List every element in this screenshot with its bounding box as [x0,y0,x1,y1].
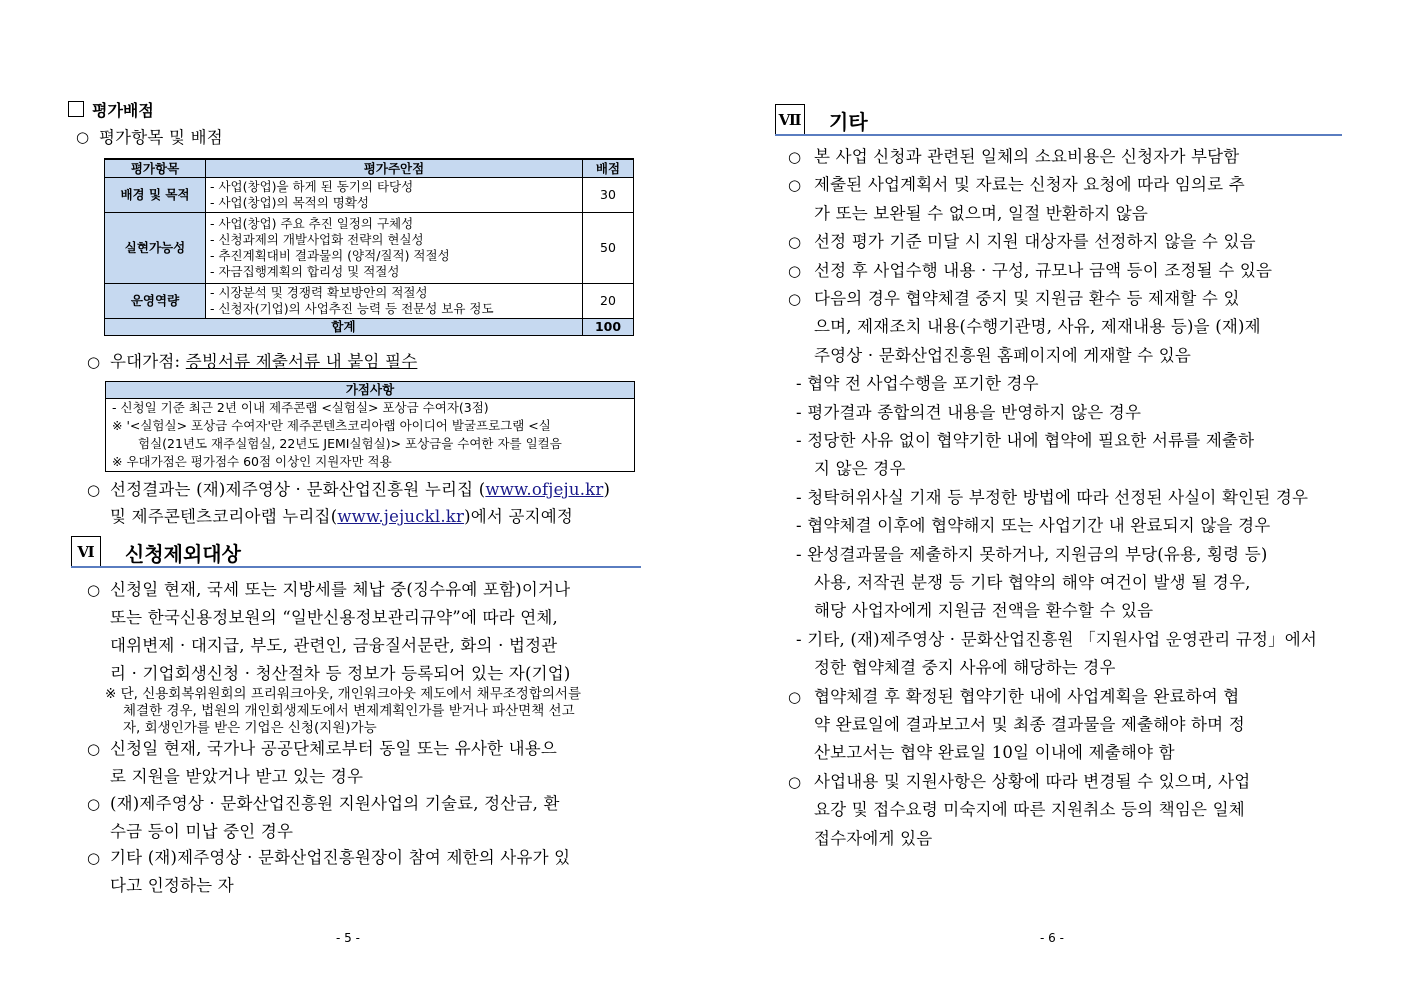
exclusion-line: 수금 등이 미납 중인 경우 [110,822,294,841]
content-line: 정한 협약체결 중지 사유에 해당하는 경우 [814,658,1116,677]
table-total-row [105,319,634,336]
table-criteria [206,284,583,319]
section-divider [71,566,641,568]
content-line: 본 사업 신청과 관련된 일체의 소요비용은 신청자가 부담함 [814,147,1240,166]
content-line: 약 완료일에 결과보고서 및 최종 결과물을 제출해야 하며 정 [814,715,1245,734]
exclusion-line: 로 지원을 받았거나 받고 있는 경우 [110,767,364,786]
circle-bullet-icon: ○ [788,148,802,166]
announce-text: )에서 공지예정 [464,507,573,526]
page-number: - 6 - [1040,931,1064,945]
exclusion-item-4 [110,844,570,900]
content-line: 해당 사업자에게 지원금 전액을 환수할 수 있음 [814,601,1154,620]
bonus-box-title: 가점사항 [106,382,634,399]
ofjeju-link[interactable]: www.ofjeju.kr [485,480,604,499]
bonus-line: - 신청일 기준 최근 2년 이내 제주콘랩 <실험실> 포상금 수여자(3점) [112,400,489,415]
table-row [105,178,634,213]
table-points: 50 [583,213,634,284]
note-line: 자, 회생인가를 받은 기업은 신청(지원)가능 [123,720,377,736]
circle-bullet-icon: ○ [76,128,90,146]
content-line: - 청탁허위사실 기재 등 부정한 방법에 따라 선정된 사실이 확인된 경우 [796,488,1309,507]
content-line: - 기타, (재)제주영상 · 문화산업진흥원 「지원사업 운영관리 규정」에서 [796,630,1318,649]
circle-bullet-icon: ○ [87,581,101,599]
exclusion-line: 또는 한국신용정보원의 “일반신용정보관리규약”에 따라 연체, [110,608,558,627]
exclusion-item-2 [110,735,557,791]
content-line: 선정 평가 기준 미달 시 지원 대상자를 선정하지 않을 수 있음 [814,232,1256,251]
bonus-box [105,381,635,472]
table-header: 배점 [583,159,634,178]
circle-bullet-icon: ○ [788,688,802,706]
content-line: 으며, 제재조치 내용(수행기관명, 사유, 제재내용 등)을 (재)제 [814,317,1261,336]
content-line: 가 또는 보완될 수 없으며, 일절 반환하지 않음 [814,204,1149,223]
content-line: 사용, 저작권 분쟁 등 기타 협약의 해약 여건이 발생 될 경우, [814,573,1251,592]
table-header: 평가항목 [105,159,206,178]
section-title: 신청제외대상 [125,542,241,566]
heading-checkbox-icon [68,101,84,117]
jejuckl-link[interactable]: www.jejuckl.kr [337,507,465,526]
bonus-line: 험실(21년도 재주실험실, 22년도 JEMI실험실)> 포상금을 수여한 자를 일컬음 [138,436,562,451]
content-line: 지 않은 경우 [814,459,906,478]
exclusion-line: 신청일 현재, 국세 또는 지방세를 체납 중(징수유예 포함)이거나 [110,580,571,599]
circle-bullet-icon: ○ [87,481,101,499]
criteria-item: - 사업(창업) 주요 추진 일정의 구체성 [210,216,414,231]
exclusion-item-3 [110,790,560,846]
circle-bullet-icon: ○ [788,290,802,308]
table-points: 30 [583,178,634,213]
bonus-label-line [110,348,417,376]
table-points: 20 [583,284,634,319]
section-number: Ⅵ [71,536,101,568]
criteria-item: - 시장분석 및 경쟁력 확보방안의 적절성 [210,285,428,300]
content-line: 다음의 경우 협약체결 중지 및 지원금 환수 등 제재할 수 있 [814,289,1240,308]
table-total-label: 합계 [105,319,583,336]
content-line: - 협약체결 이후에 협약해지 또는 사업기간 내 완료되지 않을 경우 [796,516,1271,535]
criteria-item: - 자금집행계획의 합리성 및 적절성 [210,264,400,279]
criteria-item: - 사업(창업)을 하게 된 동기의 타당성 [210,179,414,194]
exclusion-note [105,686,581,737]
circle-bullet-icon: ○ [87,353,101,371]
table-category: 실현가능성 [105,213,206,284]
criteria-item: - 추진계획대비 결과물의 (양적/질적) 적절성 [210,248,450,263]
content-line: 요강 및 접수요령 미숙지에 따른 지원취소 등의 책임은 일체 [814,800,1245,819]
circle-bullet-icon: ○ [87,740,101,758]
announce-line-2 [110,503,573,531]
table-criteria [206,178,583,213]
exclusion-item-1 [110,576,571,688]
content-line: 선정 후 사업수행 내용 · 구성, 규모나 금액 등이 조정될 수 있음 [814,261,1273,280]
section-number: Ⅶ [775,104,805,136]
table-row [105,284,634,319]
circle-bullet-icon: ○ [788,233,802,251]
content-line: - 정당한 사유 없이 협약기한 내에 협약에 필요한 서류를 제출하 [796,431,1255,450]
content-line: - 평가결과 종합의견 내용을 반영하지 않은 경우 [796,403,1142,422]
table-total-points: 100 [583,319,634,336]
content-line: 사업내용 및 지원사항은 상황에 따라 변경될 수 있으며, 사업 [814,772,1251,791]
circle-bullet-icon: ○ [788,262,802,280]
circle-bullet-icon: ○ [87,849,101,867]
exclusion-line: 리 · 기업회생신청 · 청산절차 등 정보가 등록되어 있는 자(기업) [110,664,571,683]
announce-text: 및 제주콘텐츠코리아랩 누리집( [110,507,338,526]
section-divider [775,134,1342,136]
content-line: 접수자에게 있음 [814,829,933,848]
content-line: 주영상 · 문화산업진흥원 홈페이지에 게재할 수 있음 [814,346,1192,365]
heading-eval-score: 평가배점 [92,101,154,120]
content-line: 협약체결 후 확정된 협약기한 내에 사업계획을 완료하여 협 [814,687,1240,706]
announce-line-1 [110,476,610,504]
bonus-text: 증빙서류 제출서류 내 붙임 필수 [185,352,418,371]
exclusion-line: 다고 인정하는 자 [110,876,234,895]
announce-text: ) [603,480,611,499]
table-header: 평가주안점 [206,159,583,178]
announce-text: 선정결과는 (재)제주영상 · 문화산업진흥원 누리집 ( [110,480,486,499]
content-line: - 협약 전 사업수행을 포기한 경우 [796,374,1039,393]
table-row [105,213,634,284]
circle-bullet-icon: ○ [788,773,802,791]
criteria-item: - 사업(창업)의 목적의 명확성 [210,195,370,210]
bonus-label: 우대가점: [110,352,181,371]
page-number: - 5 - [336,931,360,945]
section-title: 기타 [829,110,868,134]
bonus-line: ※ '<실험실> 포상금 수여자'란 제주콘텐츠코리아랩 아이디어 발굴프로그램 <실 [112,418,551,433]
exclusion-line: 대위변제 · 대지급, 부도, 관련인, 금융질서문란, 화의 · 법정관 [110,636,558,655]
circle-bullet-icon: ○ [788,176,802,194]
bonus-line: ※ 우대가점은 평가점수 60점 이상인 지원자만 적용 [112,454,392,469]
note-line: ※ 단, 신용회복위원회의 프리워크아웃, 개인워크아웃 제도에서 채무조정합의서를 [105,686,581,702]
exclusion-line: (재)제주영상 · 문화산업진흥원 지원사업의 기술료, 정산금, 환 [110,794,560,813]
sub-heading: 평가항목 및 배점 [99,128,223,147]
exclusion-line: 기타 (재)제주영상 · 문화산업진흥원장이 참여 제한의 사유가 있 [110,848,571,867]
exclusion-line: 신청일 현재, 국가나 공공단체로부터 동일 또는 유사한 내용으 [110,739,558,758]
content-line: 제출된 사업계획서 및 자료는 신청자 요청에 따라 임의로 추 [814,175,1245,194]
table-category: 배경 및 목적 [105,178,206,213]
table-criteria [206,213,583,284]
table-category: 운영역량 [105,284,206,319]
content-line: 산보고서는 협약 완료일 10일 이내에 제출해야 함 [814,743,1175,762]
criteria-item: - 신청과제의 개발사업화 전략의 현실성 [210,232,424,247]
circle-bullet-icon: ○ [87,795,101,813]
eval-table [104,158,634,336]
criteria-item: - 신청자(기업)의 사업추진 능력 등 전문성 보유 정도 [210,301,494,316]
content-line: - 완성결과물을 제출하지 못하거나, 지원금의 부당(유용, 횡령 등) [796,545,1268,564]
note-line: 체결한 경우, 법원의 개인회생제도에서 변제계획인가를 받거나 파산면책 선고 [123,703,575,719]
